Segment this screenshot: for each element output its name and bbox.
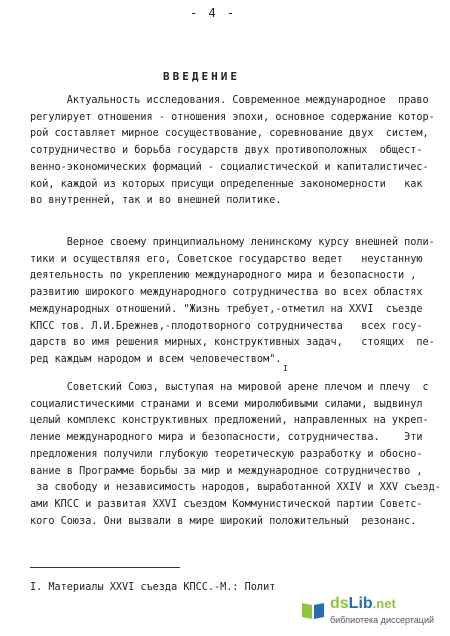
text-line: венно-экономических формаций - социалистической и капиталистичес-: [30, 161, 429, 173]
text-line: кой, каждой из которых присущи определенные закономерности как: [30, 178, 423, 190]
footnote-text: I. Материалы XXVI съезда КПСС.-М.: Полит: [30, 582, 276, 593]
text-line: регулирует отношения - отношения эпохи, основное содержание котор-: [30, 111, 435, 123]
text-line: тики и осуществляя его, Советское государство ведет неустанную: [30, 253, 423, 265]
text-line: международных отношений. "Жизнь требует,-отметил на XXVI съезде: [30, 303, 423, 315]
text-line: Советский Союз, выступая на мировой арене плечом и плечу с: [30, 382, 429, 393]
footnote-rule: [30, 567, 180, 568]
page-number: - 4 -: [190, 6, 237, 20]
text-line: Актуальность исследования. Современное международное право: [30, 95, 429, 106]
text-line: ред каждым народом и всем человечеством".: [30, 353, 282, 365]
section-heading: ВВЕДЕНИЕ: [163, 70, 240, 83]
watermark-ds: ds: [330, 595, 349, 612]
text-line: кого Союза. Они вызвали в мире широкий положительный резонанс.: [30, 515, 417, 527]
book-icon: [300, 599, 326, 621]
text-line: ление международного мира и безопасности, сотрудничества. Эти: [30, 432, 423, 444]
text-line: деятельность по укреплению международного мира и безопасности ,: [30, 270, 417, 282]
text-line: КПСС тов. Л.И.Брежнев,-плодотворного сотрудничества всех госу-: [30, 320, 423, 332]
text-line: предложения получили глубокую теоретическую разработку и обосно-: [30, 448, 423, 460]
watermark-net: .net: [372, 596, 396, 611]
text-line: во внутренней, так и во внешней политике.: [30, 195, 282, 207]
text-line: ами КПСС и развитая XXVI съездом Коммунистической партии Советс-: [30, 498, 423, 510]
text-line: сотрудничество и борьба государств двух противоположных общест-: [30, 145, 423, 157]
footnote-marker: I: [283, 364, 288, 373]
text-line: вание в Программе борьбы за мир и международное сотрудничество ,: [30, 465, 423, 477]
text-line: за свободу и независимость народов, выработанной XXIV и XXV съезд-: [30, 482, 441, 494]
text-line: дарств во имя решения мирных, конструктивных задач, стоящих пе-: [30, 337, 435, 349]
watermark-subtitle: библиотека диссертаций: [330, 615, 435, 625]
text-line: рой составляет мирное сосуществование, соревнование двух систем,: [30, 128, 429, 140]
watermark-lib: Lib: [348, 595, 373, 612]
text-line: Верное своему принципиальному ленинскому курсу внешней поли-: [30, 237, 435, 248]
text-line: социалистическими странами и всеми миролюбивыми силами, выдвинул: [30, 398, 423, 410]
text-line: развитию широкого международного сотрудничества во всех областях: [30, 287, 423, 299]
watermark: [300, 590, 442, 630]
text-line: целый комплекс конструктивных предложений, направленных на укреп-: [30, 415, 429, 427]
